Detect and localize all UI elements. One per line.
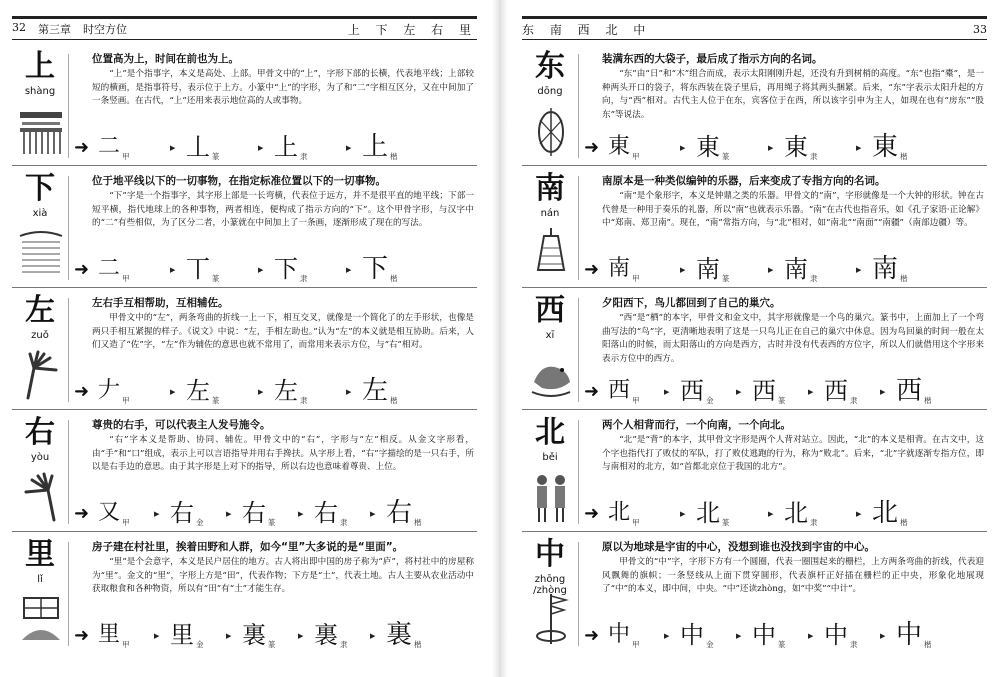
- script-label: 隶: [850, 396, 858, 405]
- illustration-icon: [528, 592, 574, 646]
- script-evolution: [582, 620, 982, 652]
- glyph-form: 上: [274, 133, 298, 161]
- headword-character: 西: [535, 293, 565, 328]
- stage-arrow-icon: ▶: [258, 266, 264, 274]
- divider: [68, 542, 69, 646]
- glyph-form: 下: [274, 255, 298, 283]
- glyph-form: 東: [696, 133, 720, 161]
- glyph-stage: [608, 620, 680, 652]
- glyph-form: 下: [362, 254, 389, 284]
- glyph-form: 北: [872, 498, 899, 528]
- script-label: 篆: [212, 152, 220, 161]
- glyph-stage: [242, 498, 314, 530]
- script-label: 隶: [810, 274, 818, 283]
- evolution-arrow-icon: ➜: [74, 137, 90, 158]
- pinyin: nán: [540, 208, 560, 219]
- glyph-stage: [784, 498, 872, 530]
- header-characters: 东 南 西 北 中: [522, 22, 652, 37]
- glyph-stage: [386, 498, 458, 530]
- stage-arrow-icon: ▶: [664, 388, 670, 396]
- glyph-stage: [824, 620, 896, 652]
- evolution-arrow-icon: ➜: [74, 259, 90, 280]
- glyph-stage: [186, 132, 274, 164]
- script-label: 甲: [632, 274, 640, 283]
- entry-body: “东”由“日”和“木”组合而成，表示太阳刚刚升起，还没有升到树梢的高度。“东”也指“橐”，是一种两头开口的袋子，将东西装在袋子里后，再用绳子将其两头捆紧。后来，“东”字表示太阳升起的方向，与“西”相对。古代主人位于在东，宾客位于在西，所以该字引申为主人，如现在也有“房东”“股东”等说法。: [602, 69, 984, 120]
- script-label: 楷: [390, 274, 398, 283]
- glyph-stage: [186, 254, 274, 286]
- character-entry: [522, 412, 987, 532]
- glyph-form: 左: [274, 377, 298, 405]
- script-label: 楷: [414, 518, 422, 527]
- entry-separator: [522, 165, 987, 166]
- script-label: 金: [196, 518, 204, 527]
- stage-arrow-icon: ▶: [346, 388, 352, 396]
- stage-arrow-icon: ▶: [346, 266, 352, 274]
- divider: [578, 420, 579, 524]
- stage-arrow-icon: ▶: [768, 144, 774, 152]
- glyph-stage: [314, 498, 386, 530]
- right-page-header: [522, 16, 987, 40]
- entry-title: 南原本是一种类似编钟的乐器，后来变成了专指方向的名词。: [602, 175, 886, 187]
- glyph-form: 又: [98, 500, 121, 525]
- entry-title: 夕阳西下，鸟儿都回到了自己的巢穴。: [602, 297, 781, 309]
- entry-title: 原以为地球是宇宙的中心，没想到谁也没找到宇宙的中心。: [602, 541, 875, 553]
- pinyin: zuǒ: [31, 330, 49, 341]
- glyph-stage: [98, 132, 186, 164]
- entry-separator: [522, 531, 987, 532]
- stage-arrow-icon: ▶: [258, 388, 264, 396]
- entry-body: 甲骨文中的“左”，两条弯曲的折线一上一下，相互交叉，就像是一个简化了的左手形状，也像是两只手相互紧握的样子。《说文》中说：“左，手相左助也。”认为“左”的本义就是相互协助。后来，人们又造了“佐”字，“左”作为辅佐的意思也就不常用了，而常用来表示方位，与“右”相对。: [92, 313, 474, 351]
- entry-title: 尊贵的右手，可以代表主人发号施令。: [92, 419, 271, 431]
- glyph-form: 里: [98, 622, 121, 647]
- pinyin: lǐ: [37, 574, 43, 585]
- glyph-stage: [680, 376, 752, 408]
- evolution-arrow-icon: ➜: [584, 137, 600, 158]
- entry-separator: [12, 531, 477, 532]
- book-gutter: [492, 0, 508, 677]
- entry-title: 位置高为上，时间在前也为上。: [92, 53, 239, 65]
- glyph-form: 右: [314, 499, 338, 527]
- illustration-icon: [18, 348, 64, 402]
- character-entry: [522, 534, 987, 654]
- glyph-form: 西: [752, 377, 776, 405]
- script-label: 隶: [850, 640, 858, 649]
- stage-arrow-icon: ▶: [298, 632, 304, 640]
- entry-body: “北”是“背”的本字，其甲骨文字形是两个人背对站立。因此，“北”的本义是相背。在古文中，这个字也指代打了败仗的军队，打了败仗逃跑的行为，称为“败北”。后来，“北”字就逐渐专指方位，即与南相对的北方，如“首都北京位于我国的北方”。: [602, 435, 984, 473]
- stage-arrow-icon: ▶: [680, 266, 686, 274]
- entry-separator: [522, 409, 987, 410]
- glyph-stage: [186, 376, 274, 408]
- script-label: 隶: [300, 396, 308, 405]
- stage-arrow-icon: ▶: [856, 510, 862, 518]
- glyph-form: 𠂇: [98, 378, 121, 403]
- stage-arrow-icon: ▶: [856, 266, 862, 274]
- glyph-stage: [696, 132, 784, 164]
- script-label: 甲: [122, 152, 130, 161]
- glyph-stage: [242, 620, 314, 652]
- script-evolution: [582, 498, 982, 530]
- glyph-stage: [680, 620, 752, 652]
- glyph-stage: [98, 376, 186, 408]
- script-label: 甲: [632, 152, 640, 161]
- script-label: 篆: [212, 274, 220, 283]
- glyph-stage: [170, 620, 242, 652]
- glyph-stage: [608, 376, 680, 408]
- script-label: 篆: [268, 640, 276, 649]
- glyph-form: 中: [680, 621, 704, 649]
- script-label: 楷: [900, 518, 908, 527]
- divider: [68, 54, 69, 158]
- glyph-stage: [696, 254, 784, 286]
- divider: [578, 542, 579, 646]
- entry-title: 位于地平线以下的一切事物，在指定标准位置以下的一切事物。: [92, 175, 386, 187]
- entry-body: “里”是个会意字，本义是民户居住的地方。古人将出即中国的房子称为“庐”，将村社中的房屋称为“里”。金文的“里”，字形上方是“田”，代表作物；下方是“土”，代表土地。古人主要从农业活动中获取粮食和各种物资，所以有“田”有“土”才能生存。: [92, 557, 474, 595]
- glyph-form: 二: [98, 256, 121, 281]
- script-evolution: [72, 498, 472, 530]
- script-label: 篆: [778, 640, 786, 649]
- entry-body: 甲骨文的“中”字，字形下方有一个圆圈，代表一圈围起来的栅栏，上方两条弯曲的折线，代表迎风飘舞的旗帜；一条竖线从上面下贯穿圆形，代表旗杆正好插在栅栏的正中央，形象化地展现了“中”的本义，即中间，中央。“中”还读zhòng，如“中奖”“中计”。: [602, 557, 984, 595]
- glyph-stage: [608, 254, 696, 286]
- script-label: 隶: [340, 518, 348, 527]
- stage-arrow-icon: ▶: [880, 632, 886, 640]
- divider: [68, 176, 69, 280]
- glyph-stage: [784, 254, 872, 286]
- glyph-stage: [274, 132, 362, 164]
- glyph-form: 北: [696, 499, 720, 527]
- glyph-stage: [824, 376, 896, 408]
- stage-arrow-icon: ▶: [736, 388, 742, 396]
- glyph-form: 中: [824, 621, 848, 649]
- script-label: 甲: [632, 396, 640, 405]
- evolution-arrow-icon: ➜: [74, 503, 90, 524]
- stage-arrow-icon: ▶: [226, 510, 232, 518]
- script-label: 隶: [810, 152, 818, 161]
- script-label: 楷: [900, 274, 908, 283]
- evolution-arrow-icon: ➜: [74, 625, 90, 646]
- stage-arrow-icon: ▶: [346, 144, 352, 152]
- script-label: 楷: [390, 152, 398, 161]
- entry-title: 两个人相背而行，一个向南，一个向北。: [602, 419, 791, 431]
- script-label: 甲: [122, 396, 130, 405]
- illustration-icon: [528, 348, 574, 402]
- character-entry: [522, 46, 987, 166]
- divider: [578, 54, 579, 158]
- stage-arrow-icon: ▶: [370, 510, 376, 518]
- entry-separator: [12, 165, 477, 166]
- glyph-form: 左: [362, 376, 389, 406]
- divider: [68, 420, 69, 524]
- pinyin: yòu: [30, 452, 50, 463]
- stage-arrow-icon: ▶: [880, 388, 886, 396]
- script-label: 楷: [924, 640, 932, 649]
- headword-character: 里: [25, 537, 55, 572]
- glyph-stage: [696, 498, 784, 530]
- glyph-form: 中: [896, 620, 923, 650]
- glyph-stage: [872, 498, 960, 530]
- script-evolution: [72, 376, 472, 408]
- entry-separator: [12, 287, 477, 288]
- glyph-form: 上: [362, 132, 389, 162]
- entry-title: 装满东西的大袋子，最后成了指示方向的名词。: [602, 53, 823, 65]
- character-entry: [12, 534, 477, 654]
- glyph-form: 南: [696, 255, 720, 283]
- glyph-stage: [752, 620, 824, 652]
- glyph-form: 丅: [186, 255, 210, 283]
- stage-arrow-icon: ▶: [664, 632, 670, 640]
- glyph-stage: [608, 498, 696, 530]
- illustration-icon: [18, 104, 64, 158]
- stage-arrow-icon: ▶: [170, 388, 176, 396]
- glyph-stage: [386, 620, 458, 652]
- stage-arrow-icon: ▶: [258, 144, 264, 152]
- glyph-stage: [784, 132, 872, 164]
- script-label: 隶: [300, 152, 308, 161]
- script-label: 楷: [390, 396, 398, 405]
- glyph-stage: [752, 376, 824, 408]
- glyph-form: 南: [872, 254, 899, 284]
- headword-character: 中: [535, 537, 565, 572]
- script-evolution: [72, 132, 472, 164]
- character-entry: [12, 168, 477, 288]
- divider: [578, 176, 579, 280]
- glyph-stage: [362, 254, 450, 286]
- divider: [68, 298, 69, 402]
- stage-arrow-icon: ▶: [768, 266, 774, 274]
- headword-character: 右: [25, 415, 55, 450]
- glyph-form: 北: [608, 500, 631, 525]
- character-entry: [522, 168, 987, 288]
- glyph-form: 南: [608, 256, 631, 281]
- headword-character: 上: [25, 49, 55, 84]
- stage-arrow-icon: ▶: [736, 632, 742, 640]
- glyph-form: 右: [386, 498, 413, 528]
- script-label: 甲: [122, 518, 130, 527]
- glyph-form: 中: [752, 621, 776, 649]
- stage-arrow-icon: ▶: [856, 144, 862, 152]
- glyph-form: 西: [824, 377, 848, 405]
- script-label: 篆: [722, 152, 730, 161]
- glyph-form: 西: [896, 376, 923, 406]
- evolution-arrow-icon: ➜: [584, 625, 600, 646]
- headword-character: 北: [535, 415, 565, 450]
- glyph-stage: [274, 376, 362, 408]
- script-label: 金: [196, 640, 204, 649]
- glyph-stage: [896, 376, 968, 408]
- stage-arrow-icon: ▶: [226, 632, 232, 640]
- glyph-form: 里: [170, 621, 194, 649]
- stage-arrow-icon: ▶: [370, 632, 376, 640]
- script-evolution: [582, 132, 982, 164]
- stage-arrow-icon: ▶: [808, 388, 814, 396]
- script-evolution: [72, 620, 472, 652]
- page-number: 32: [12, 21, 26, 34]
- glyph-stage: [872, 132, 960, 164]
- glyph-form: 裏: [242, 621, 266, 649]
- character-entry: [522, 290, 987, 410]
- illustration-icon: [18, 226, 64, 280]
- glyph-stage: [274, 254, 362, 286]
- chapter-title: 时空方位: [83, 23, 127, 36]
- illustration-icon: [18, 592, 64, 646]
- glyph-form: 右: [170, 499, 194, 527]
- pinyin: xī: [545, 330, 555, 341]
- entry-body: “上”是个指事字，本义是高处、上部。甲骨文中的“上”，字形下部的长横，代表地平线；上部较短的横画，是指事符号，表示位于上方。小篆中“上”的字形，为了和“二”字相互区分，又在中间加了一条竖画。在古代，“上”还用来表示地位高的人或事物。: [92, 69, 474, 107]
- illustration-icon: [528, 470, 574, 524]
- illustration-icon: [528, 226, 574, 280]
- right-page: [522, 0, 987, 677]
- glyph-form: 二: [98, 134, 121, 159]
- glyph-stage: [98, 620, 170, 652]
- pinyin: zhōng /zhòng: [533, 574, 567, 596]
- entry-separator: [12, 409, 477, 410]
- stage-arrow-icon: ▶: [170, 144, 176, 152]
- glyph-stage: [362, 376, 450, 408]
- glyph-form: 東: [784, 133, 808, 161]
- pinyin: shàng: [24, 86, 56, 97]
- script-label: 篆: [722, 518, 730, 527]
- character-entry: [12, 412, 477, 532]
- glyph-form: 右: [242, 499, 266, 527]
- script-label: 金: [706, 640, 714, 649]
- entry-body: “下”字是一个指事字，其字形上部是一长弯横，代表位于远方，并不是很平直的地平线；下部一短平横，指代地球上的各种事物，两者相连，便构成了指示方向的“下”。这个甲骨字形，与汉字中的“二”有些相似，为了区分二者，小篆就在中间加上了一条画，逐渐形成了现在的写法。: [92, 191, 474, 229]
- chapter-label: 第三章: [38, 23, 71, 36]
- glyph-form: 左: [186, 377, 210, 405]
- script-label: 隶: [810, 518, 818, 527]
- script-evolution: [582, 376, 982, 408]
- glyph-form: 丄: [186, 133, 210, 161]
- script-label: 甲: [632, 640, 640, 649]
- script-label: 隶: [340, 640, 348, 649]
- evolution-arrow-icon: ➜: [74, 381, 90, 402]
- entry-title: 左右手互相帮助，互相辅佐。: [92, 297, 229, 309]
- script-evolution: [72, 254, 472, 286]
- script-label: 楷: [900, 152, 908, 161]
- illustration-icon: [528, 104, 574, 158]
- stage-arrow-icon: ▶: [680, 144, 686, 152]
- headword-character: 下: [25, 171, 55, 206]
- glyph-stage: [608, 132, 696, 164]
- glyph-form: 西: [608, 378, 631, 403]
- left-page: [12, 0, 477, 677]
- glyph-form: 西: [680, 377, 704, 405]
- evolution-arrow-icon: ➜: [584, 259, 600, 280]
- script-label: 金: [706, 396, 714, 405]
- stage-arrow-icon: ▶: [154, 632, 160, 640]
- stage-arrow-icon: ▶: [154, 510, 160, 518]
- script-label: 甲: [632, 518, 640, 527]
- stage-arrow-icon: ▶: [170, 266, 176, 274]
- entry-separator: [522, 287, 987, 288]
- glyph-stage: [362, 132, 450, 164]
- evolution-arrow-icon: ➜: [584, 503, 600, 524]
- glyph-form: 北: [784, 499, 808, 527]
- left-page-header: [12, 16, 477, 40]
- pinyin: dōng: [537, 86, 563, 97]
- glyph-stage: [896, 620, 968, 652]
- script-label: 篆: [212, 396, 220, 405]
- stage-arrow-icon: ▶: [298, 510, 304, 518]
- entry-body: “西”是“栖”的本字，甲骨文和金文中，其字形就像是一个鸟的巢穴。篆书中，上面加上了一个弯曲写法的“鸟”字，更清晰地表明了这是一只鸟儿正在自己的巢穴中休息。因为鸟回巢的时间一般在太阳落山的时候，而太阳落山的方向是西方，古时并没有代表西的方位字，所以人们就借用这个字形来表示方位中的西方。: [602, 313, 984, 364]
- evolution-arrow-icon: ➜: [584, 381, 600, 402]
- glyph-stage: [98, 498, 170, 530]
- script-label: 篆: [268, 518, 276, 527]
- glyph-stage: [314, 620, 386, 652]
- character-entry: [12, 46, 477, 166]
- character-entry: [12, 290, 477, 410]
- glyph-form: 裏: [314, 621, 338, 649]
- stage-arrow-icon: ▶: [808, 632, 814, 640]
- headword-character: 东: [535, 49, 565, 84]
- script-label: 篆: [778, 396, 786, 405]
- glyph-stage: [170, 498, 242, 530]
- script-label: 甲: [122, 640, 130, 649]
- page-number: 33: [973, 22, 987, 36]
- glyph-form: 裏: [386, 620, 413, 650]
- glyph-stage: [98, 254, 186, 286]
- glyph-stage: [872, 254, 960, 286]
- pinyin: běi: [542, 452, 558, 463]
- pinyin: xià: [32, 208, 48, 219]
- glyph-form: 東: [872, 132, 899, 162]
- stage-arrow-icon: ▶: [768, 510, 774, 518]
- script-label: 隶: [300, 274, 308, 283]
- headword-character: 南: [535, 171, 565, 206]
- entry-title: 房子建在村社里，挨着田野和人群，如今“里”大多说的是“里面”。: [92, 541, 404, 553]
- script-label: 楷: [414, 640, 422, 649]
- stage-arrow-icon: ▶: [680, 510, 686, 518]
- entry-body: “南”是个象形字，本义是钟鼎之类的乐器。甲骨文的“南”，字形就像是一个大钟的形状。钟在古代曾是一种用于奏乐的礼器，所以“南”也就表示乐器。“南”在古代也指音乐，如《孔子家语·正论解》中“郑南、郑卫南”。现在，“南”常指方向，与“北”相对，如“南北”“南面”“南疆”（南部边疆）等。: [602, 191, 984, 229]
- script-label: 篆: [722, 274, 730, 283]
- glyph-form: 東: [608, 134, 631, 159]
- entry-body: “右”字本义是帮助、协同、辅佐。甲骨文中的“右”，字形与“左”相反。从金文字形看，由“手”和“口”组成，表示上可以言语指导并用右手搀扶。从字形上看，“右”字描绘的是一只右手，所以是右手边的意思。由于其字形是上对下的指导，所以右边也意味着尊贵、上位。: [92, 435, 474, 473]
- script-evolution: [582, 254, 982, 286]
- headword-character: 左: [25, 293, 55, 328]
- script-label: 楷: [924, 396, 932, 405]
- header-characters: 上 下 左 右 里: [347, 22, 477, 37]
- illustration-icon: [18, 470, 64, 524]
- glyph-form: 南: [784, 255, 808, 283]
- divider: [578, 298, 579, 402]
- glyph-form: 中: [608, 622, 631, 647]
- script-label: 甲: [122, 274, 130, 283]
